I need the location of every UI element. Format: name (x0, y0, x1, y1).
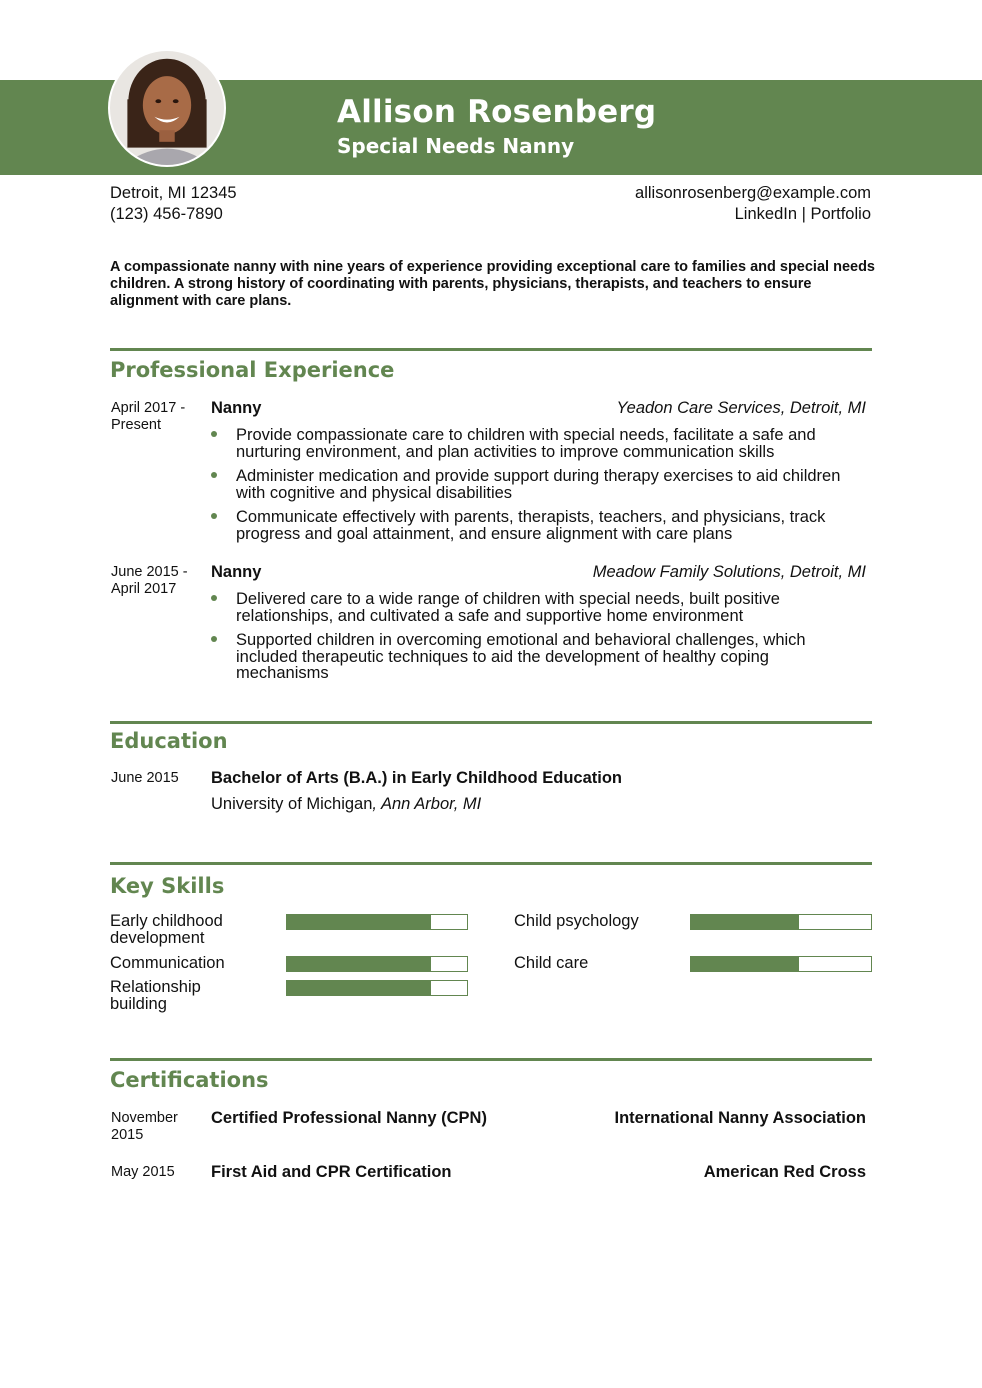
contact-right (635, 183, 871, 225)
skill-label: Child psychology (514, 912, 639, 930)
contact-left (110, 183, 237, 225)
bullet-dot-icon (211, 595, 217, 601)
education-heading: Education (110, 729, 228, 753)
job-date: June 2015 - April 2017 (111, 564, 188, 597)
skill-label: Early childhood development (110, 912, 223, 947)
certifications-heading: Certifications (110, 1068, 269, 1092)
job-date: April 2017 - Present (111, 400, 186, 433)
skill-bar (286, 914, 468, 930)
bullet-dot-icon (211, 472, 217, 478)
candidate-name: Allison Rosenberg (337, 94, 657, 130)
job-title: Nanny (211, 563, 262, 581)
cert-org: International Nanny Association (614, 1109, 866, 1127)
skill-label: Communication (110, 954, 225, 972)
job-bullet (211, 632, 861, 682)
cert-org: American Red Cross (703, 1163, 866, 1181)
section-divider (110, 348, 872, 351)
cert-date: November 2015 (111, 1110, 178, 1143)
contact-phone: (123) 456-7890 (110, 205, 223, 223)
education-location: , Ann Arbor, MI (372, 795, 482, 813)
job-bullet (211, 591, 861, 624)
job-bullet-text: Provide compassionate care to children with special needs, facilitate a safe and nurturing environment, and plan activities to improve communication skills (236, 426, 816, 461)
skills-heading: Key Skills (110, 874, 225, 898)
education-date: June 2015 (111, 770, 179, 786)
education-school-line (211, 795, 481, 814)
bullet-dot-icon (211, 513, 217, 519)
job-bullets (211, 427, 861, 550)
education-school: University of Michigan (211, 795, 373, 813)
skill-fill (287, 915, 431, 929)
skill-bar (690, 914, 872, 930)
contact-location: Detroit, MI 12345 (110, 184, 237, 202)
section-divider (110, 862, 872, 865)
skill-fill (691, 915, 799, 929)
section-divider (110, 721, 872, 724)
job-bullet-text: Communicate effectively with parents, therapists, teachers, and physicians, track progress and goal attainment, and ensure alignment with care plans (236, 508, 826, 543)
cert-date: May 2015 (111, 1164, 175, 1180)
contact-links[interactable]: LinkedIn | Portfolio (734, 205, 871, 223)
bullet-dot-icon (211, 636, 217, 642)
skill-bar (286, 956, 468, 972)
job-bullets (211, 591, 861, 690)
job-title: Nanny (211, 399, 262, 417)
section-divider (110, 1058, 872, 1061)
skill-label: Child care (514, 954, 589, 972)
profile-photo (108, 49, 226, 167)
skill-fill (287, 957, 431, 971)
job-bullet-text: Supported children in overcoming emotional and behavioral challenges, which included therapeutic techniques to aid the development of healthy coping mechanisms (236, 631, 806, 682)
job-employer: Yeadon Care Services, Detroit, MI (616, 399, 866, 417)
cert-name: First Aid and CPR Certification (211, 1163, 452, 1181)
skill-label: Relationship building (110, 978, 201, 1013)
education-degree: Bachelor of Arts (B.A.) in Early Childhood Education (211, 769, 622, 787)
skill-fill (691, 957, 799, 971)
experience-heading: Professional Experience (110, 358, 395, 382)
profile-photo-image (110, 51, 224, 165)
skill-bar (286, 980, 468, 996)
job-bullet-text: Administer medication and provide support during therapy exercises to aid children with cognitive and physical disabilities (236, 467, 841, 502)
job-bullet-text: Delivered care to a wide range of children with special needs, built positive relationships, and cultivated a safe and supportive home environment (236, 590, 780, 625)
bullet-dot-icon (211, 431, 217, 437)
skill-fill (287, 981, 431, 995)
cert-name: Certified Professional Nanny (CPN) (211, 1109, 487, 1127)
contact-email[interactable]: allisonrosenberg@example.com (635, 184, 871, 202)
summary: A compassionate nanny with nine years of experience providing exceptional care to families and special needs children. A strong history of coordinating with parents, physicians, therapists, and teachers to ensure alignment with care plans. (110, 259, 875, 309)
skill-bar (690, 956, 872, 972)
job-bullet (211, 468, 861, 501)
job-employer: Meadow Family Solutions, Detroit, MI (592, 563, 866, 581)
candidate-title: Special Needs Nanny (337, 134, 575, 158)
job-bullet (211, 509, 861, 542)
job-bullet (211, 427, 861, 460)
